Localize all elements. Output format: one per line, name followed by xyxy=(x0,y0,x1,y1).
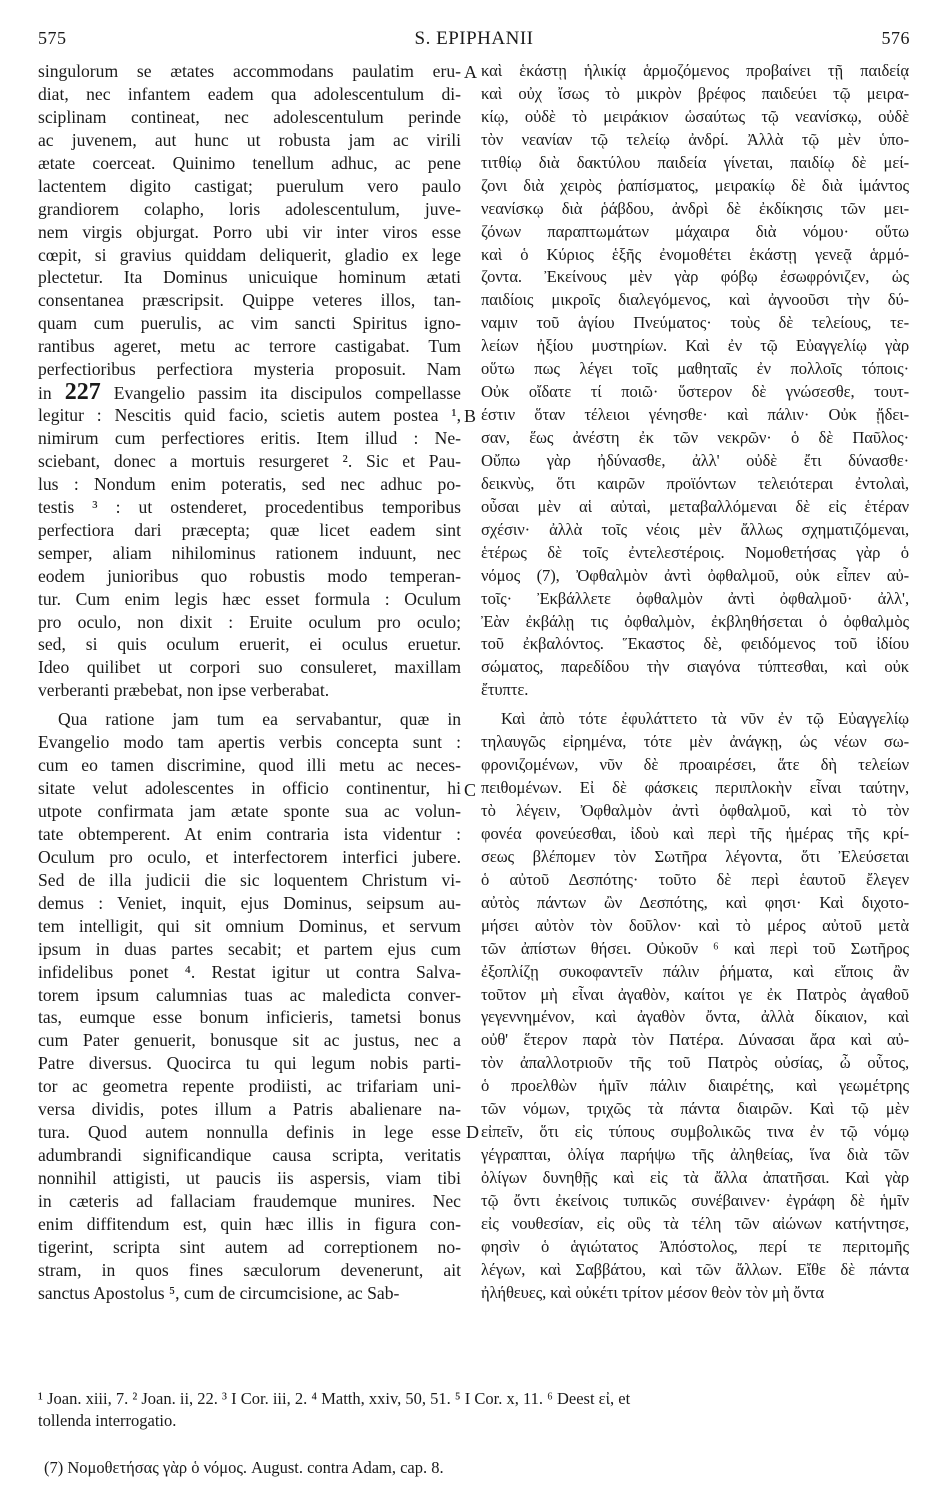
greek-text-line: νόμος (7), Ὀφθαλμὸν ἀντὶ ὀφθαλμοῦ, οὐκ εἶπεν αὐ- xyxy=(481,565,909,585)
latin-text-line: lus : Nondum enim poteratis, sed nec adhuc po- xyxy=(38,473,461,494)
footnote-line: tollenda interrogatio. xyxy=(38,1411,177,1430)
greek-text-line: τῶν ἀπίστων θήσει. Οὐκοῦν ⁶ καὶ περὶ τοῦ Σωτῆρος xyxy=(481,938,909,958)
greek-text-line: αὐτὸς πάντων ὢν Δεσπότης, καὶ φησι· Καὶ διχοτο- xyxy=(481,892,909,912)
latin-text-line: rantibus ageret, metu ac terrore castigabat. Tum xyxy=(38,336,461,357)
greek-text-line: ζονι διὰ χειρὸς ῥαπίσματος, μειρακίῳ δὲ διὰ ἱμάντος xyxy=(481,175,909,195)
greek-text-line: γέγραπται, ὀλίγα παρήψω τῆς ἀληθείας, ἵνα διὰ τῶν xyxy=(481,1145,909,1165)
greek-text-line: έστιν ὅταν τέλειοι γένησθε· καὶ πάλιν· Οὐκ ᾔδει- xyxy=(481,405,909,425)
latin-text-line: tem intelligit, qui sit omnium Dominus, et servum xyxy=(38,915,461,936)
greek-text-line: σώματος, παρεδίδου τὴν σιαγόνα τύπτεσθαι, καὶ οὐκ xyxy=(481,657,909,677)
latin-text-line: semper, aliam nihilominus rationem induunt, nec xyxy=(38,542,461,563)
latin-text-line: legitur : Nescitis quid facio, scietis autem postea ¹, xyxy=(38,405,461,426)
greek-text-line: φονέα φονεύεσθαι, ἰδοὺ καὶ περὶ τῆς ἡμέρας τῆς κρί- xyxy=(481,823,909,843)
latin-text-line: Patre diversus. Quocirca tu qui legum nobis parti- xyxy=(38,1053,461,1074)
latin-text-line: eodem junioribus quo robustis modo temperan- xyxy=(38,565,461,586)
right-page-number: 576 xyxy=(881,28,910,48)
greek-column xyxy=(481,60,909,1305)
latin-text-line: sanctus Apostolus ⁵, cum de circumcisione, ac Sab- xyxy=(38,1282,400,1303)
greek-text-line: φησὶν ὁ ἁγιώτατος Ἀπόστολος, περί τε περιτομῆς xyxy=(481,1236,909,1256)
greek-text-line: παιδίοις μικροῖς διαλεγόμενος, καὶ ἀγνοοῦσι τὴν δύ- xyxy=(481,290,909,310)
greek-text-line: ἔτυπτε. xyxy=(481,680,529,700)
latin-text-line: tigerint, scripta sint autem ad correptionem no- xyxy=(38,1236,461,1257)
greek-text-line: Ἐὰν ἐκβάλῃ τις ὀφθαλμὸν, ἐκβληθήσεται ὁ ὀφθαλμὸς xyxy=(481,611,909,631)
greek-text-line: λέγων, καὶ Σαββάτου, καὶ τῶν ἄλλων. Εἴθε δὲ πάντα xyxy=(481,1259,909,1279)
latin-text-line: testis ³ : ut ostenderet, procedentibus temporibus xyxy=(38,496,461,517)
greek-text-line: τῷ ὄντι ἐκείνοις τυπικῶς συνέβαινεν· ἐγράφη δὲ ἡμῖν xyxy=(481,1190,909,1210)
greek-text-line: τοῖς· Ἐκβάλλετε ὀφθαλμὸν ἀντὶ ὀφθαλμοῦ· ἀλλ', xyxy=(481,588,909,608)
greek-text-line: σαν, ἕως ἀνέστη ἐκ τῶν νεκρῶν· ὁ δὲ Παῦλος· xyxy=(481,428,909,447)
greek-text-line: τὸν ἀπαλλοτριοῦν τῆς τοῦ Πατρὸς οὐσίας, ὦ οὗτος, xyxy=(481,1053,909,1073)
greek-text-line: Καὶ ἀπὸ τότε ἐφυλάττετο τὰ νῦν ἐν τῷ Εὐαγγελίῳ xyxy=(501,709,909,729)
latin-text-line: demus : Veniet, inquit, ejus Dominus, seipsum au- xyxy=(38,892,461,913)
greek-text-line: τιτθίῳ διὰ δακτύλου παιδεία γίνεται, παιδίῳ δὲ μεί- xyxy=(481,152,909,172)
greek-text-line: φρονιζομένων, νῦν δὲ προαιρέσει, ἅτε δὴ τελείων xyxy=(481,755,909,775)
latin-text-line: in cæteris ad fallaciam fraudemque munires. Nec xyxy=(38,1190,461,1211)
latin-text-line: consentanea præscripsit. Quippe veteres illos, tan- xyxy=(38,290,461,311)
greek-text-line: τοῦ ἐκβαλόντος. Ἕκαστος δὲ, φειδόμενος τοῦ ἰδίου xyxy=(481,634,909,654)
greek-text-line: τοῦτον μὴ εἶναι ἀγαθὸν, καίτοι γε ἐκ Πατρὸς ἀγαθοῦ xyxy=(481,984,909,1004)
latin-text-line: stram, in quos fines sæculorum devenerunt, ait xyxy=(38,1259,461,1280)
latin-text-line: cœpit, si gravius quiddam deliquerit, gladio ex lege xyxy=(38,244,461,265)
running-title: S. EPIPHANII xyxy=(414,28,534,49)
latin-text-line: tura. Quod autem nonnulla definis in lege esse xyxy=(38,1122,461,1143)
footnotes xyxy=(38,1388,918,1432)
greek-text-line: νεανίσκῳ διὰ ῥάβδου, ἀνδρὶ δὲ ἐκδίκησις τῶν μει- xyxy=(481,198,909,218)
latin-text-line: Sed de illa judicii die sic loquentem Christum vi- xyxy=(38,869,461,890)
greek-text-line: τὸ λέγειν, Ὀφθαλμὸν ἀντὶ ὀφθαλμοῦ, καὶ τὸ τὸν xyxy=(481,801,909,820)
latin-text-line: verberanti præbebat, non ipse verberabat. xyxy=(38,680,330,701)
latin-text-line: diat, nec infantem eadem qua adolescentulum di- xyxy=(38,83,461,104)
left-page-number: 575 xyxy=(38,28,67,48)
greek-text-line: σχέσιν· ἀλλὰ τοῖς νέοις μὲν ἄλλως σχηματιζόμεναι, xyxy=(481,519,909,539)
latin-text-line: quam cum puerulis, ac vim sancti Spiritus igno- xyxy=(38,313,461,334)
latin-text-line: tate obtemperent. At enim contraria ista videntur : xyxy=(38,823,461,844)
latin-text-line: Oculum pro oculo, et interfectorem interfici jubere. xyxy=(38,846,461,867)
latin-text-line: sciplinam contineat, nec adolescentulum perinde xyxy=(38,106,461,127)
latin-text-line: perfectiora dari præcepta; quæ licet eadem sint xyxy=(38,519,461,540)
latin-text-line: versa dividis, potes illum a Patris abalienare na- xyxy=(38,1099,461,1120)
latin-text-line: torem ipsum calumnias tuas ac maledicta conver- xyxy=(38,984,461,1005)
margin-letter-b: B xyxy=(464,406,477,426)
latin-text-line: nem virgis objurgat. Porro ubi vir inter viros esse xyxy=(38,221,461,242)
greek-text-line: ἠλήθευες, καὶ οὐκέτι τρίτον μέσον θεὸν τὸν μὴ ὄντα xyxy=(481,1282,825,1302)
latin-text-line: adumbrandi significandique causa scripta, veritatis xyxy=(38,1145,461,1166)
latin-column xyxy=(38,60,461,1305)
latin-text-line: infidelibus ponet ⁴. Restat igitur ut contra Salva- xyxy=(38,961,461,982)
greek-text-line: ὀλίγων δυνηθῇς καὶ εἰς τὰ ἄλλα ἀπατῆσαι. Καὶ γὰρ xyxy=(481,1168,909,1187)
latin-text-line: Ideo quilibet ut corpori suo consuleret, maxillam xyxy=(38,657,461,678)
greek-text-line: πειθομένων. Εἰ δὲ φάσκεις περιπλοκὴν εἶναι ταύτην, xyxy=(481,778,909,798)
greek-text-line: ναμιν τοῦ ἁγίου Πνεύματος· τοὺς δὲ τελείους, τε- xyxy=(481,313,909,333)
margin-letter-c: C xyxy=(464,780,477,800)
latin-text-line: ipsum in duas partes secabit; et partem ejus cum xyxy=(38,938,461,959)
greek-text-line: εἰς νουθεσίαν, εἰς οὓς τὰ τέλη τῶν αἰώνων κατήντησε, xyxy=(481,1213,909,1233)
latin-text-line: nimirum cum perfectiores eritis. Item illud : Ne- xyxy=(38,428,461,448)
latin-text-line: grandiorem colapho, loris adolescentulum, juve- xyxy=(38,198,461,219)
greek-text-line: Οὐκ οἴδατε τί ποιῶ· ὕστερον δὲ γνώσεσθε, τουτ- xyxy=(481,382,909,402)
greek-text-line: τῶν νόμων, τριχῶς τὰ πάντα διαιρῶν. Καὶ τῷ μὲν xyxy=(481,1099,909,1119)
latin-text-line: tas, eumque esse bonum inficieris, tametsi bonus xyxy=(38,1007,461,1028)
margin-letter-d: D xyxy=(466,1122,479,1142)
greek-text-line: κίῳ, οὐδὲ τὸ μειράκιον ὡσαύτως τῷ νεανίσκῳ, οὐδὲ xyxy=(481,106,909,126)
latin-text-line: in 227 Evangelio passim ita discipulos compellasse xyxy=(38,381,461,405)
greek-text-line: οὖσαι μὲν αἱ αὐταὶ, μεταβαλλόμεναι δὲ εἰς ἑτέραν xyxy=(481,496,909,516)
greek-text-line: ἑτέρως δὲ τοῖς ἐντελεστέροις. Νομοθετήσας γὰρ ὁ xyxy=(481,542,909,562)
latin-text-line: sitate velut adolescentes in officio continentur, hi xyxy=(38,778,461,799)
greek-text-line: λείων ἠξίου μυστηρίων. Καὶ ἐν τῷ Εὐαγγελίῳ γὰρ xyxy=(481,336,909,356)
greek-text-line: εἰπεῖν, ὅτι εἰς τύπους συμβολικῶς τινα ἐν τῷ νόμῳ xyxy=(481,1122,909,1142)
greek-text-line: τὸν νεανίαν τῷ τελείῳ ἀνδρί. Ἀλλὰ τῷ μὲν ὑπο- xyxy=(481,129,909,149)
greek-text-line: ἐξοπλίζῃ συκοφαντεῖν πάλιν ῥήματα, καὶ εἴποις ἂν xyxy=(481,961,909,981)
footnote-line: ¹ Joan. xiii, 7. ² Joan. ii, 22. ³ I Cor. iii, 2. ⁴ Matth, xxiv, 50, 51. ⁵ I Cor. x, 11. ⁶ Deest εἰ, et xyxy=(38,1389,631,1408)
latin-text-line: pro oculo, non dixit : Eruite oculum pro oculo; xyxy=(38,611,461,632)
greek-text-line: Οὔπω γὰρ ἠδύνασθε, ἀλλ' οὐδὲ ἔτι δύνασθε· xyxy=(481,450,909,470)
greek-text-line: ὁ αὐτοῦ Δεσπότης· τοῦτο δὲ περὶ ἑαυτοῦ ἔλεγεν xyxy=(481,869,909,889)
greek-text-line: τηλαυγῶς εἰρημένα, τότε μὲν ἀνάγκῃ, ὡς νέων σω- xyxy=(481,732,909,752)
greek-text-line: καὶ ἑκάστῃ ἡλικίᾳ ἁρμοζόμενος προβαίνει τῇ παιδείᾳ xyxy=(481,61,909,80)
latin-text-line: plectetur. Ita Dominus unicuique hominum ætati xyxy=(38,267,461,288)
greek-text-line: καὶ οὐχ ἴσως τὸ μικρὸν βρέφος παιδεύει τῷ μειρα- xyxy=(481,83,909,103)
greek-text-line: σεως βλέπομεν τὸν Σωτῆρα λέγοντα, ὅτι Ἐλεύσεται xyxy=(481,846,909,866)
latin-text-line: cum eo tamen discrimine, quod illi metu ac neces- xyxy=(38,755,461,776)
latin-text-line: singulorum se ætates accommodans paulatim eru- xyxy=(38,61,461,81)
latin-text-line: ætate coerceat. Quinimo tenellum adhuc, ac pene xyxy=(38,152,461,173)
greek-text-line: ζοντα. Ἐκείνους μὲν γὰρ φόβῳ ἐσωφρόνιζεν, ὡς xyxy=(481,267,909,287)
greek-text-line: ζόνων παραπτωμάτων μάχαιρα διὰ νόμου· οὕτω xyxy=(481,221,909,241)
greek-text-line: καὶ ὁ Κύριος ἑξῆς ἐνομοθέτει ἑκάστῃ γενεᾷ ἁρμό- xyxy=(481,244,909,264)
latin-text-line: sed, si quis oculum eruerit, ei oculus eruetur. xyxy=(38,634,461,655)
page-header xyxy=(38,28,910,58)
greek-text-line: ὁ προελθὼν ἡμῖν πάλιν διαιρέτης, καὶ γεωμέτρης xyxy=(481,1076,909,1096)
greek-text-line: δεικνὺς, ὅτι καιρῶν προϊόντων τελειότεραι ἐντολαὶ, xyxy=(481,473,909,493)
latin-text-line: nonnihil attigisti, ut paucis iis aspersis, viam tibi xyxy=(38,1168,461,1188)
latin-text-line: tor ac geometra repente prodiisti, ac trifariam uni- xyxy=(38,1076,461,1097)
latin-text-line: enim diffitendum est, quin hæc illis in figura con- xyxy=(38,1213,461,1234)
latin-text-line: sciebant, donec a mortuis resurgeret ². Sic et Pau- xyxy=(38,450,461,471)
latin-text-line: tur. Cum enim legis hæc esset formula : Oculum xyxy=(38,588,461,609)
latin-text-line: ac juvenem, aut hunc ut robusta jam ac virili xyxy=(38,129,461,150)
latin-text-line: utpote confirmata jam ætate sponte sua ac volun- xyxy=(38,801,461,821)
greek-text-line: μήσει αὐτὸν τὸν δοῦλον· καὶ τὸ μέρος αὐτοῦ μετὰ xyxy=(481,915,909,935)
greek-text-line: γεγεννημένον, καὶ ἀγαθὸν ὄντα, ἀλλὰ δίκαιον, καὶ xyxy=(481,1007,909,1027)
editor-note: (7) Νομοθετήσας γὰρ ὁ νόμος. August. contra Adam, cap. 8. xyxy=(44,1458,444,1477)
latin-text-line: perfectioribus perfectiora mysteria proposuit. Nam xyxy=(38,359,461,380)
latin-text-line: lactentem digito castigat; puerulum vero paulo xyxy=(38,175,461,196)
greek-text-line: οὐθ' ἕτερον παρὰ τὸν Πατέρα. Δύνασαι ἄρα καὶ αὐ- xyxy=(481,1030,909,1050)
latin-text-line: cum Pater genuerit, bonusque sit ac justus, nec a xyxy=(38,1030,461,1051)
latin-text-line: Qua ratione jam tum ea servabantur, quæ in xyxy=(58,709,461,730)
greek-text-line: οὕτω πως λέγει τοῖς μαθηταῖς ἐν πολλοῖς τόποις· xyxy=(481,359,909,379)
latin-text-line: Evangelio modo tam apertis verbis concepta sunt : xyxy=(38,732,461,753)
margin-letter-a: A xyxy=(464,62,477,82)
